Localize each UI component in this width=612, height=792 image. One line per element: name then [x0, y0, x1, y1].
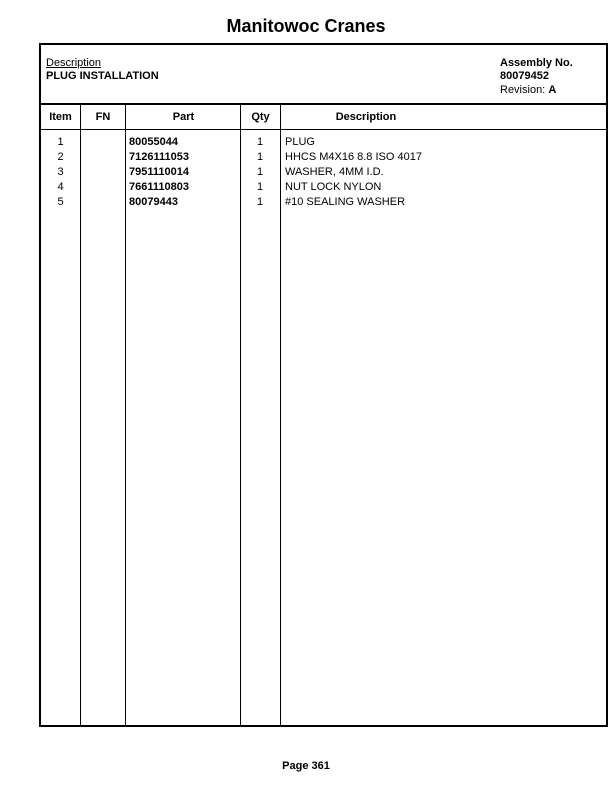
- part-number: 7661110803: [129, 181, 189, 193]
- part-number: 80055044: [129, 136, 178, 148]
- item-number: 2: [57, 151, 64, 163]
- table-row: [41, 181, 606, 196]
- table-row: [41, 196, 606, 211]
- quantity: 1: [256, 136, 264, 148]
- column-header-qty: Qty: [251, 111, 270, 123]
- quantity: 1: [256, 181, 264, 193]
- item-number: 4: [57, 181, 64, 193]
- table-row: [41, 166, 606, 181]
- part-number: 7951110014: [129, 166, 189, 178]
- revision-value: A: [548, 84, 557, 96]
- item-number: 3: [57, 166, 64, 178]
- part-description: PLUG: [285, 136, 315, 148]
- part-description: NUT LOCK NYLON: [285, 181, 382, 193]
- table-row: [41, 151, 606, 166]
- part-description: HHCS M4X16 8.8 ISO 4017: [285, 151, 422, 163]
- revision-label: Revision:: [500, 84, 546, 96]
- column-header-description: Description: [335, 111, 397, 123]
- column-header-fn: FN: [95, 111, 111, 123]
- item-number: 1: [57, 136, 64, 148]
- assembly-number-label: Assembly No.: [500, 57, 573, 69]
- page-title: Manitowoc Cranes: [226, 16, 386, 36]
- page-number: Page 361: [282, 760, 330, 772]
- column-header-item: Item: [49, 111, 72, 123]
- part-description: #10 SEALING WASHER: [285, 196, 406, 208]
- assembly-header: [41, 45, 606, 105]
- quantity: 1: [256, 196, 264, 208]
- assembly-number-value: 80079452: [500, 70, 549, 82]
- column-header-part: Part: [172, 111, 195, 123]
- part-description: WASHER, 4MM I.D.: [285, 166, 384, 178]
- revision: [500, 84, 556, 96]
- item-number: 5: [57, 196, 64, 208]
- table-row: [41, 136, 606, 151]
- quantity: 1: [256, 151, 264, 163]
- parts-list-frame: [39, 43, 608, 727]
- quantity: 1: [256, 166, 264, 178]
- description-label: Description: [46, 57, 102, 69]
- description-value: PLUG INSTALLATION: [46, 70, 159, 82]
- part-number: 80079443: [129, 196, 178, 208]
- part-number: 7126111053: [129, 151, 189, 163]
